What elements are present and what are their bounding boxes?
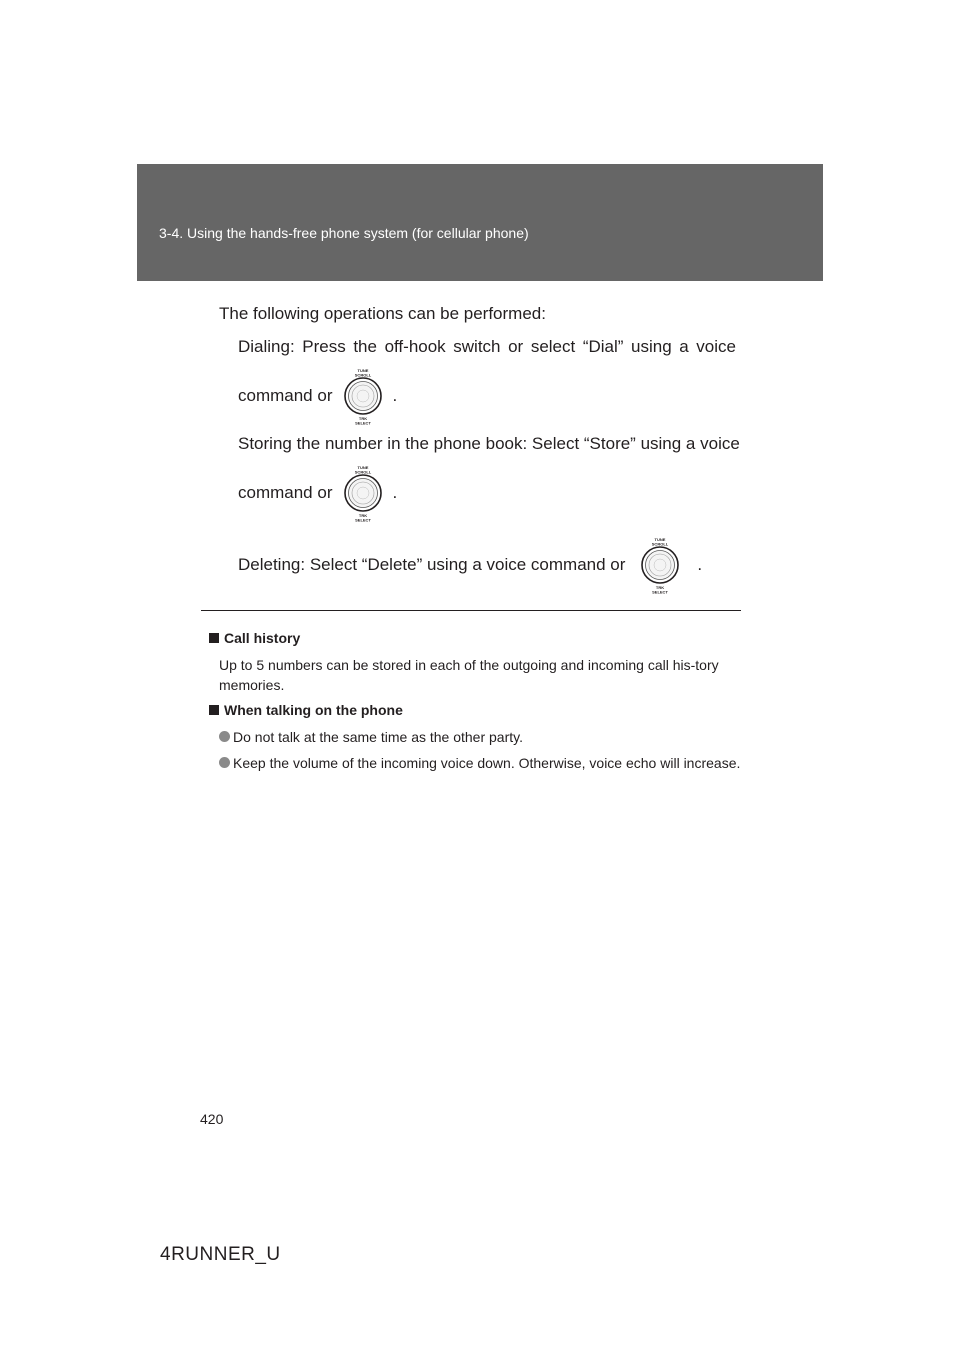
section-divider [201, 610, 741, 611]
page-number: 420 [200, 1111, 224, 1127]
deleting-command-suffix: . [697, 555, 703, 574]
storing-line-2 [238, 464, 397, 522]
note-heading-talking [209, 702, 403, 718]
bullet-text: Keep the volume of the incoming voice down. Otherwise, voice echo will increase. [233, 755, 741, 771]
section-header-band [137, 164, 823, 281]
storing-line-1: Storing the number in the phone book: Select “Store” using a voice [238, 434, 740, 453]
dialing-line-2 [238, 367, 397, 425]
round-bullet-icon [219, 757, 230, 768]
document-code: 4RUNNER_U [160, 1244, 281, 1265]
bullet-text: Do not talk at the same time as the other party. [233, 729, 523, 745]
tune-scroll-knob-icon [338, 464, 388, 522]
note-heading-call-history [209, 630, 300, 646]
tune-scroll-knob-icon [635, 536, 685, 594]
dialing-line-1: Dialing: Press the off-hook switch or select “Dial” using a voice [238, 337, 736, 356]
talking-heading: When talking on the phone [224, 702, 403, 718]
call-history-heading: Call history [224, 630, 301, 646]
dialing-command-suffix: . [392, 386, 398, 405]
deleting-line [238, 536, 702, 594]
round-bullet-icon [219, 731, 230, 742]
list-item [219, 753, 749, 773]
operations-intro: The following operations can be performed: [219, 304, 546, 323]
storing-command-prefix: command or [238, 483, 333, 502]
storing-command-suffix: . [392, 483, 398, 502]
square-bullet-icon [209, 705, 219, 715]
call-history-text: Up to 5 numbers can be stored in each of the outgoing and incoming call his-tory memories. [219, 657, 719, 693]
section-title: 3-4. Using the hands-free phone system (for cellular phone) [159, 225, 529, 241]
deleting-command-prefix: Deleting: Select “Delete” using a voice command or [238, 555, 626, 574]
list-item [219, 727, 749, 747]
tune-scroll-knob-icon [338, 367, 388, 425]
square-bullet-icon [209, 633, 219, 643]
dialing-command-prefix: command or [238, 386, 333, 405]
